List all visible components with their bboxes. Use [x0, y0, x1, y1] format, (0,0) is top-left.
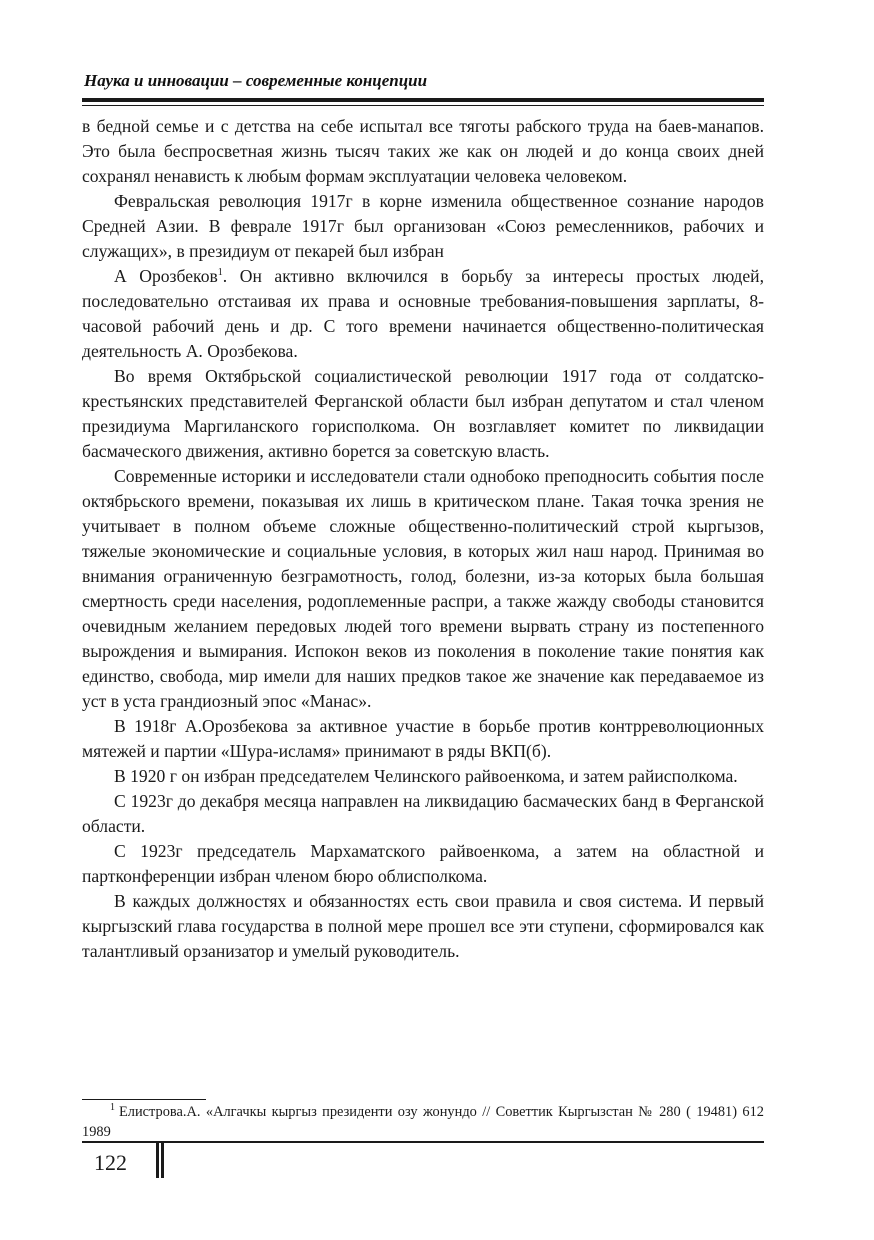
footer-rule [82, 1141, 764, 1143]
page-number-bar-right [161, 1143, 164, 1178]
footnote: 1 Елистрова.А. «Алгачкы кыргыз президенти озу жонундо // Советтик Кыргызстан № 280 ( 19481) 612 1989 [82, 1102, 764, 1140]
paragraph-10: В каждых должностях и обязанностях есть свои правила и своя система. И первый кыргызский глава государства в полной мере прошел все эти ступени, сформировался как талантливый орзанизатор и умелый руководитель. [82, 891, 764, 961]
footnote-text: Елистрова.А. «Алгачкы кыргыз президенти озу жонундо // Советтик Кыргызстан № 280 ( 19481) 612 1989 [82, 1104, 764, 1140]
paragraph-6: В 1918г А.Орозбекова за активное участие в борьбе против контрреволюционных мятежей и партии «Шура-исламя» принимают в ряды ВКП(б). [82, 716, 764, 761]
main-text [82, 114, 764, 964]
paragraph-8: С 1923г до декабря месяца направлен на ликвидацию басмаческих банд в Ферганской области. [82, 791, 764, 836]
header-rule-thin [82, 105, 764, 106]
paragraph-9: С 1923г председатель Мархаматского райвоенкома, а затем на областной и партконференции избран членом бюро облисполкома. [82, 841, 764, 886]
paragraph-3 [82, 264, 764, 364]
paragraph-3-rest: . Он активно включился в борьбу за интересы простых людей, последовательно отстаивая их права и основные требования-повышения зарплаты, 8-часовой рабочий день и др. С того времени начинается общественно-политическая деятельность А. Орозбекова. [82, 266, 764, 361]
paragraph-3-start: А Орозбеков [114, 266, 218, 286]
footnote-reference[interactable]: 1 [217, 267, 223, 278]
paragraph-7: В 1920 г он избран председателем Челинского райвоенкома, и затем райисполкома. [114, 766, 738, 786]
paragraph-4: Во время Октябрьской социалистической революции 1917 года от солдатско-крестьянских представителей Ферганской области был избран депутатом и стал членом президиума Маргиланского горисполкома. Он возглавляет комитет по ликвидации басмаческого движения, активно борется за советскую власть. [82, 366, 764, 461]
paragraph-5: Современные историки и исследователи стали однобоко преподносить события после октябрьского времени, показывая их лишь в критическом плане. Такая точка зрения не учитывает в полном объеме сложные общественно-политический строй кыргызов, тяжелые экономические и социальные условия, в которых жил наш народ. Принимая во внимания ограниченную безграмотность, голод, болезни, из-за которых была большая смертность среди населения, родоплеменные распри, а также жажду свободы становится очевидным желанием передовых людей того времени вырвать страну из постепенного вырождения и вымирания. Испокон веков из поколения в поколение такие понятия как единство, свобода, мир имели для наших предков такое же значение как передаваемое из уст в уста грандиозный эпос «Манас». [82, 466, 764, 711]
header-rule-thick [82, 98, 764, 102]
page-number: 122 [94, 1150, 127, 1175]
page-number-bar-left [156, 1143, 159, 1178]
running-header: Наука и инновации – современные концепции [84, 71, 428, 90]
paragraph-1: в бедной семье и с детства на себе испытал все тяготы рабского труда на баев-манапов. Это была беспросветная жизнь тысяч таких же как он людей и до конца своих дней сохранял ненависть к любым формам эксплуатации человека человеком. [82, 116, 764, 186]
paragraph-2: Февральская революция 1917г в корне изменила общественное сознание народов Средней Азии. В феврале 1917г был организован «Союз ремесленников, рабочих и служащих», в президиум от пекарей был избран [82, 191, 764, 261]
footnote-separator [82, 1099, 206, 1100]
